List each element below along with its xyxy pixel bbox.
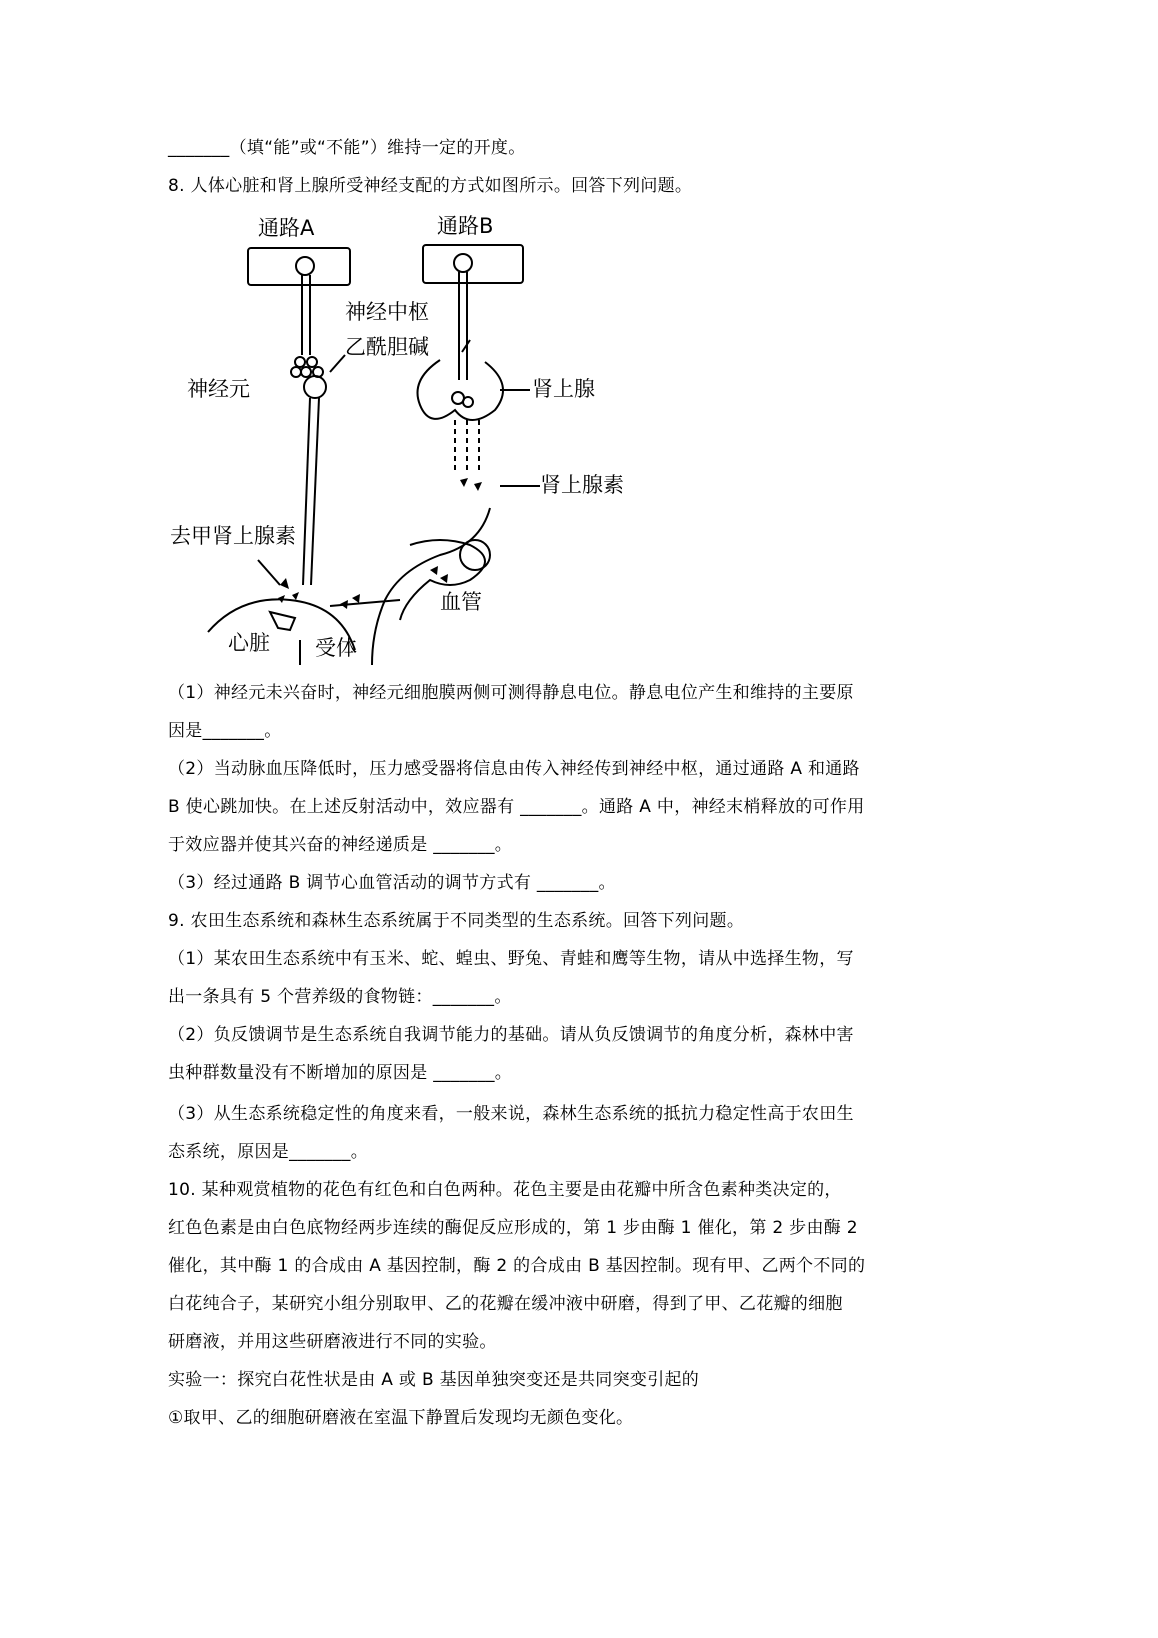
q8-2-line1: （2）当动脉血压降低时，压力感受器将信息由传入神经传到神经中枢，通过通路 A 和通路 [168, 759, 860, 779]
question-9-stem: 9. 农田生态系统和森林生态系统属于不同类型的生态系统。回答下列问题。 [168, 911, 745, 931]
label-noradrenaline: 去甲肾上腺素 [170, 524, 296, 548]
label-nerve-center: 神经中枢 [345, 300, 429, 324]
neuron-b-soma [454, 254, 472, 272]
label-receptor: 受体 [315, 636, 357, 660]
blood-vessel-shape [372, 508, 490, 665]
adrenal-gland-shape [418, 360, 504, 420]
label-path-a: 通路A [258, 216, 315, 240]
neuron-a2-soma [304, 376, 326, 398]
label-neuron: 神经元 [187, 377, 250, 401]
nerve-center-box-b [423, 245, 523, 283]
label-blood-vessel: 血管 [440, 590, 482, 614]
question-10-line1: 10. 某种观赏植物的花色有红色和白色两种。花色主要是由花瓣中所含色素种类决定的， [168, 1180, 842, 1200]
q8-2-line2: B 使心跳加快。在上述反射活动中，效应器有 _______。通路 A 中，神经末梢释放的可作用 [168, 797, 865, 817]
label-adrenal-gland: 肾上腺 [532, 377, 595, 401]
q9-2-line1: （2）负反馈调节是生态系统自我调节能力的基础。请从负反馈调节的角度分析，森林中害 [168, 1025, 854, 1045]
label-path-b: 通路B [437, 214, 494, 238]
experiment-1-step-1: ①取甲、乙的细胞研磨液在室温下静置后发现均无颜色变化。 [168, 1408, 634, 1428]
q8-1-line2: 因是_______。 [168, 721, 282, 741]
q9-1-line2: 出一条具有 5 个营养级的食物链：_______。 [168, 987, 512, 1007]
question-10-line2: 红色色素是由白色底物经两步连续的酶促反应形成的，第 1 步由酶 1 催化，第 2 步由酶 2 [168, 1218, 858, 1238]
question-10-line3: 催化，其中酶 1 的合成由 A 基因控制，酶 2 的合成由 B 基因控制。现有甲、乙两个不同的 [168, 1256, 866, 1276]
label-heart: 心脏 [228, 631, 270, 655]
q9-2-line2: 虫种群数量没有不断增加的原因是 _______。 [168, 1063, 513, 1083]
text-line: _______（填“能”或“不能”）维持一定的开度。 [168, 138, 526, 158]
experiment-1-title: 实验一：探究白花性状是由 A 或 B 基因单独突变还是共同突变引起的 [168, 1370, 700, 1390]
neuron-a-soma [296, 257, 314, 275]
q8-2-line3: 于效应器并使其兴奋的神经递质是 _______。 [168, 835, 513, 855]
question-8-stem: 8. 人体心脏和肾上腺所受神经支配的方式如图所示。回答下列问题。 [168, 176, 693, 196]
q9-3-line2: 态系统，原因是_______。 [168, 1142, 368, 1162]
q9-3-line1: （3）从生态系统稳定性的角度来看，一般来说，森林生态系统的抵抗力稳定性高于农田生 [168, 1104, 854, 1124]
question-10-line4: 白花纯合子，某研究小组分别取甲、乙的花瓣在缓冲液中研磨，得到了甲、乙花瓣的细胞 [168, 1294, 843, 1314]
q8-1-line1: （1）神经元未兴奋时，神经元细胞膜两侧可测得静息电位。静息电位产生和维持的主要原 [168, 683, 854, 703]
q9-1-line1: （1）某农田生态系统中有玉米、蛇、蝗虫、野兔、青蛙和鹰等生物，请从中选择生物，写 [168, 949, 854, 969]
question-10-line5: 研磨液，并用这些研磨液进行不同的实验。 [168, 1332, 497, 1352]
label-adrenaline: 肾上腺素 [540, 473, 624, 497]
nerve-center-box-a [248, 248, 350, 285]
label-acetylcholine: 乙酰胆碱 [345, 335, 429, 359]
q8-3: （3）经过通路 B 调节心血管活动的调节方式有 _______。 [168, 873, 616, 893]
